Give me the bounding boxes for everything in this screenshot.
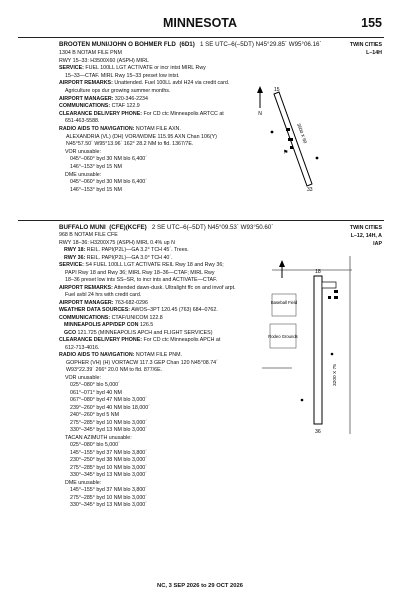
brooten-rwy-length: 3500 X 60 bbox=[296, 122, 308, 145]
brooten-line: N45°57.50´ W95°13.96´ 162° 28.2 NM to fld. 1367/7E. bbox=[66, 141, 194, 148]
state-header: MINNESOTA bbox=[162, 16, 238, 30]
rodeo-grounds-label: Rodeo Grounds bbox=[268, 334, 298, 339]
buffalo-line: RADIO AIDS TO NAVIGATION: NOTAM FILE PNM. bbox=[59, 352, 183, 358]
buffalo-line: AIRPORT REMARKS: Attended dawn-dusk. Ultralight ffc on and invof arpt. bbox=[59, 284, 236, 291]
buffalo-line: 025°–080° blo 5,000´ bbox=[70, 442, 120, 448]
brooten-line: SERVICE: FUEL 100LL LGT ACTIVATE or incr intst MIRL Rwy bbox=[59, 65, 206, 72]
brooten-line: RWY 15–33: H3500X60 (ASPH) MIRL bbox=[59, 57, 149, 64]
buffalo-line: MINNEAPOLIS APP/DEP CON 126.5 bbox=[64, 322, 154, 328]
buffalo-line: 145°–155° byd 37 NM blo 3,800´ bbox=[70, 487, 147, 493]
buffalo-rwy-length: 3200 X 75 bbox=[333, 364, 338, 386]
buffalo-line: 275°–285° byd 10 NM blo 3,000´ bbox=[70, 494, 147, 501]
buffalo-line: W93°22.39´ 266° 20.0 NM to fld. 877/6E. bbox=[66, 367, 163, 373]
buffalo-region-2: L–12, 14H, A bbox=[350, 233, 382, 239]
buffalo-line: 230°–250° byd 38 NM blo 3,000´ bbox=[70, 457, 147, 463]
brooten-line: RADIO AIDS TO NAVIGATION: NOTAM FILE AXN. bbox=[59, 126, 181, 132]
buffalo-line: COMMUNICATIONS: CTAF/UNICOM 122.8 bbox=[59, 314, 163, 321]
brooten-line: COMMUNICATIONS: CTAF 122.9 bbox=[59, 103, 140, 110]
buffalo-line: 239°–260° byd 40 NM blo 18,000´ bbox=[70, 404, 150, 411]
buffalo-line: 025°–080° blo 5,000´ bbox=[70, 382, 120, 388]
brooten-line: 146°–153° byd 15 NM bbox=[70, 186, 122, 193]
buffalo-line: GOPHER (VH) (H) VORTACW 117.3 GEP Chan 120 N45°08.74´ bbox=[66, 359, 218, 366]
brooten-line: 146°–153° byd 15 NM bbox=[70, 164, 122, 170]
brooten-region-2: L–14H bbox=[366, 50, 382, 56]
buffalo-line: PAPI Rwy 18 and Rwy 36; MIRL Rwy 18–36—CTAF; MIRL Rwy bbox=[65, 269, 215, 276]
baseball-field-label: Baseball Field bbox=[270, 300, 298, 305]
buffalo-line: 145°–155° byd 37 NM blo 3,800´ bbox=[70, 449, 147, 456]
brooten-line: DME unusable: bbox=[65, 171, 102, 178]
brooten-line: VOR unusable: bbox=[65, 148, 101, 155]
section-divider bbox=[18, 220, 384, 221]
buffalo-line: SERVICE: S4 FUEL 100LL LGT ACTIVATE REIL Rwy 18 and Rwy 36; bbox=[59, 262, 224, 268]
svg-text:N: N bbox=[258, 111, 262, 117]
buffalo-region-1: TWIN CITIES bbox=[349, 225, 382, 231]
brooten-region-1: TWIN CITIES bbox=[349, 42, 382, 48]
brooten-line: 651-463-5588. bbox=[65, 118, 100, 125]
brooten-line: 1304 B NOTAM FILE PNM bbox=[59, 50, 122, 56]
buffalo-line: TACAN AZIMUTH unusable: bbox=[65, 434, 132, 441]
buffalo-line: CLEARANCE DELIVERY PHONE: For CD ctc Minneapolis APCH at bbox=[59, 337, 221, 343]
buffalo-line: AIRPORT MANAGER: 763-682-0296 bbox=[59, 299, 148, 306]
buffalo-rwy-36: 36 bbox=[315, 429, 321, 435]
buffalo-line: 067°–080° byd 47 NM blo 3,000´ bbox=[70, 397, 147, 403]
buffalo-line: 275°–285° byd 10 NM blo 3,000´ bbox=[70, 419, 147, 426]
buffalo-line: 330°–345° byd 13 NM blo 3,000´ bbox=[70, 472, 147, 478]
buffalo-line: 061°–071° byd 40 NM bbox=[70, 389, 122, 396]
buffalo-line: 275°–285° byd 10 NM blo 3,000´ bbox=[70, 464, 147, 471]
buffalo-title: BUFFALO MUNI (CFE)(KCFE) 2 SE UTC–6(–5DT) N45°09.53´ W93°50.60´ bbox=[59, 224, 274, 231]
brooten-line: AIRPORT MANAGER: 320-346-2234 bbox=[59, 95, 148, 102]
buffalo-region-3: IAP bbox=[373, 241, 382, 247]
buffalo-line: 330°–345° byd 13 NM blo 3,000´ bbox=[70, 502, 147, 508]
brooten-rwy-33: 33 bbox=[307, 187, 313, 192]
buffalo-line: 330°–345° byd 13 NM blo 3,000´ bbox=[70, 427, 147, 433]
buffalo-line: 240°–260° byd 5 NM bbox=[70, 412, 119, 418]
brooten-line: CLEARANCE DELIVERY PHONE: For CD ctc Minneapolis ARTCC at bbox=[59, 110, 224, 117]
brooten-rwy-15: 15 bbox=[274, 87, 280, 93]
brooten-line: 045°–060° byd 30 NM blo 6,400´ bbox=[70, 179, 147, 186]
buffalo-line: VOR unusable: bbox=[65, 374, 101, 381]
header-rule bbox=[18, 37, 384, 38]
buffalo-line: DME unusable: bbox=[65, 479, 102, 486]
buffalo-line: 18–36 preset low ints SS–SR, to incr ints and ACTIVATE—CTAF. bbox=[65, 277, 218, 283]
brooten-line: Agriculture ops dur growing summer months. bbox=[65, 88, 171, 94]
brooten-line: 15–33—CTAF. MIRL Rwy 15–33 preset low intst. bbox=[65, 72, 180, 79]
buffalo-line: GCO 121.725 (MINNEAPOLIS APCH and FLIGHT SERVICES) bbox=[64, 329, 213, 336]
brooten-airport-diagram bbox=[250, 84, 330, 192]
brooten-line: 045°–060° byd 30 NM blo 6,400´ bbox=[70, 156, 147, 163]
brooten-line: ALEXANDRIA (VL) (DH) VOR/W/DME 115.95 AXN Chan 106(Y) bbox=[66, 133, 217, 140]
buffalo-line: RWY 18: REIL. PAPI(P2L)—GA 3.2° TCH 45´. Trees. bbox=[64, 247, 189, 253]
svg-text:⚑: ⚑ bbox=[283, 149, 289, 156]
buffalo-line: 968 B NOTAM FILE CFE bbox=[59, 232, 118, 238]
buffalo-line: Fuel avbl 24 hrs with credit card. bbox=[65, 292, 142, 298]
buffalo-line: RWY 18–36: H3200X75 (ASPH) MIRL 0.4% up N bbox=[59, 239, 175, 246]
buffalo-rwy-18: 18 bbox=[315, 269, 321, 275]
brooten-title: BROOTEN MUNI/JOHN O BOHMER FLD (6D1) 1 SE UTC–6(–5DT) N45°29.85´ W95°06.16´ bbox=[59, 41, 322, 48]
footer-effective-dates: NC, 3 SEP 2026 to 29 OCT 2026 bbox=[157, 583, 243, 589]
buffalo-line: RWY 36: REIL. PAPI(P2L)—GA 3.0° TCH 40´. bbox=[64, 254, 173, 261]
buffalo-line: WEATHER DATA SOURCES: AWOS–3PT 120.45 (763) 684–0762. bbox=[59, 307, 218, 313]
buffalo-airport-diagram bbox=[262, 256, 354, 436]
buffalo-line: 612-713-4016. bbox=[65, 344, 100, 351]
page-number: 155 bbox=[361, 16, 382, 30]
brooten-line: AIRPORT REMARKS: Unattended. Fuel 100LL avbl H24 via credit card. bbox=[59, 80, 230, 87]
